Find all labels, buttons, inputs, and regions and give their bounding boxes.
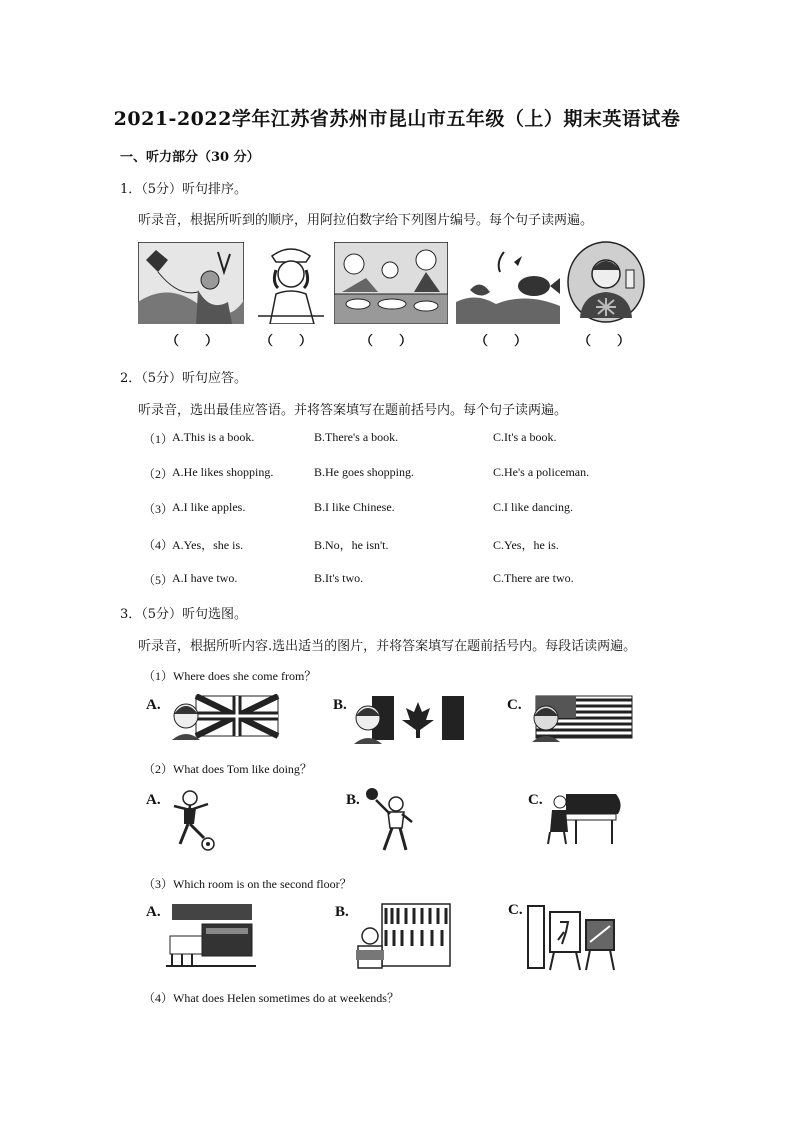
picture-man-portrait [566,240,646,324]
section-heading-listening: 一、听力部分（30 分） [120,150,260,165]
picture-family-dinner [334,242,448,324]
picture-boy-playing-football[interactable] [164,788,226,854]
q1-instruction: 听录音，根据所听到的顺序，用阿拉伯数字给下列图片编号。每个句子读两遍。 [138,213,594,228]
q2-item-1-option-c[interactable]: C.It's a book. [493,430,557,444]
picture-boy-playing-basketball[interactable] [366,788,420,854]
q3-sub-question-4: （4）What does Helen sometimes do at weekends？ [143,991,399,1005]
q3-3-label-c: C. [508,902,523,918]
q2-item-5-option-a[interactable]: A.I have two. [172,571,238,585]
q1-answer-blank-3[interactable]: （ ） [360,334,413,349]
picture-music-room[interactable] [166,902,256,968]
picture-kite-flying [138,242,244,324]
picture-library[interactable] [352,902,452,972]
q2-heading: 2．（5分）听句应答。 [120,371,248,386]
q1-answer-blank-5[interactable]: （ ） [578,334,631,349]
q3-sub-question-2: （2）What does Tom like doing？ [143,762,312,776]
q3-2-label-c: C. [528,792,543,808]
picture-art-room[interactable] [526,902,618,972]
q3-1-label-b: B. [333,697,347,713]
q1-answer-blank-2[interactable]: （ ） [260,334,313,349]
q2-item-3-option-c[interactable]: C.I like dancing. [493,500,573,514]
picture-boy-playing-piano[interactable] [546,790,624,846]
q3-3-label-a: A. [146,904,161,920]
q3-heading: 3．（5分）听句选图。 [120,607,248,622]
q2-item-4-option-c[interactable]: C.Yes，he is. [493,538,559,552]
q3-2-label-a: A. [146,792,161,808]
q3-1-label-a: A. [146,697,161,713]
picture-usa-flag-girl[interactable] [528,694,634,742]
q2-item-3-number: （3） [143,502,174,516]
q2-item-5-number: （5） [143,573,174,587]
picture-nurse [258,242,324,324]
q2-item-4-option-a[interactable]: A.Yes，she is. [172,538,244,552]
q2-item-1-option-b[interactable]: B.There's a book. [314,430,399,444]
q2-item-1-number: （1） [143,432,174,446]
page-title: 2021-2022学年江苏省苏州市昆山市五年级（上）期末英语试卷 [113,108,681,130]
q2-item-1-option-a[interactable]: A.This is a book. [172,430,255,444]
q3-3-label-b: B. [335,904,349,920]
q2-item-3-option-a[interactable]: A.I like apples. [172,500,246,514]
q2-item-3-option-b[interactable]: B.I like Chinese. [314,500,395,514]
q2-item-2-number: （2） [143,467,174,481]
q1-answer-blank-1[interactable]: （ ） [166,334,219,349]
q2-item-2-option-c[interactable]: C.He's a policeman. [493,465,590,479]
q2-item-5-option-c[interactable]: C.There are two. [493,571,574,585]
q2-item-2-option-b[interactable]: B.He goes shopping. [314,465,414,479]
q3-instruction: 听录音，根据所听内容.选出适当的图片，并将答案填写在题前括号内。每段话读两遍。 [138,639,637,654]
q1-answer-blank-4[interactable]: （ ） [475,334,528,349]
q3-sub-question-3: （3）Which room is on the second floor？ [143,877,352,891]
q2-item-4-number: （4） [143,538,174,552]
q2-item-5-option-b[interactable]: B.It's two. [314,571,364,585]
q3-2-label-b: B. [346,792,360,808]
q2-instruction: 听录音，选出最佳应答语。并将答案填写在题前括号内。每个句子读两遍。 [138,403,568,418]
q3-sub-question-1: （1）Where does she come from？ [143,669,317,683]
picture-uk-flag-girl[interactable] [166,694,280,740]
q2-item-4-option-b[interactable]: B.No，he isn't. [314,538,389,552]
q3-1-label-c: C. [507,697,522,713]
picture-fish-and-birds [456,242,560,324]
q2-item-2-option-a[interactable]: A.He likes shopping. [172,465,274,479]
picture-canada-flag-girl[interactable] [350,694,466,744]
q1-heading: 1．（5分）听句排序。 [120,182,248,197]
